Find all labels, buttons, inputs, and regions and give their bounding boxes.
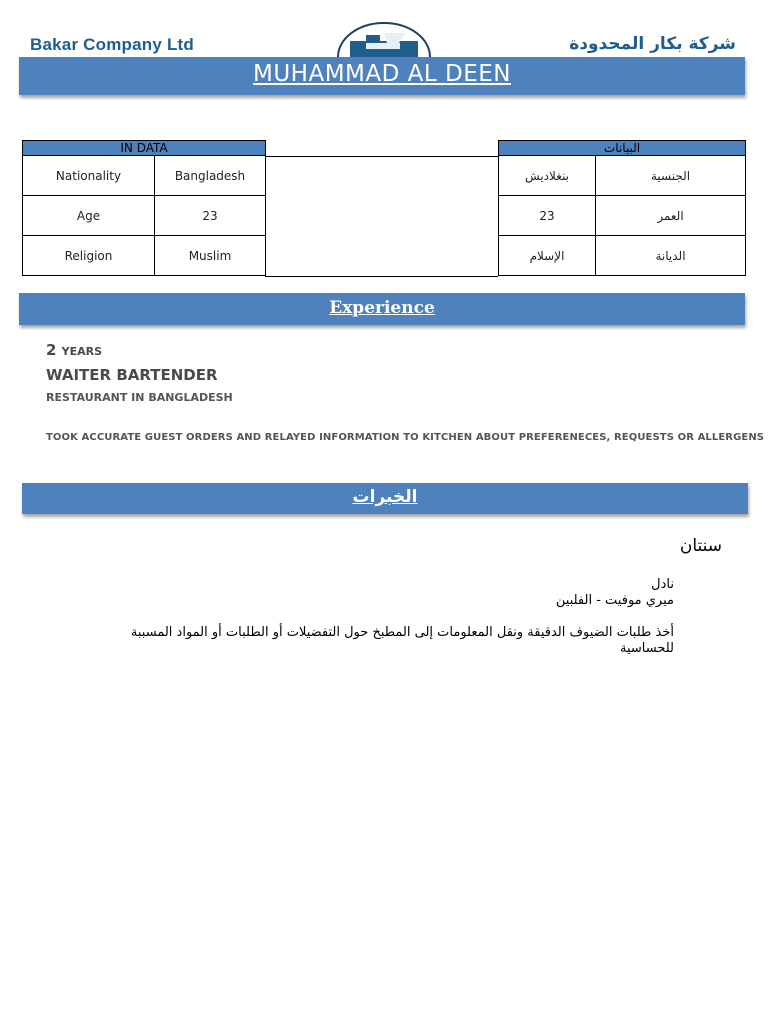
job-duty: TOOK ACCURATE GUEST ORDERS AND RELAYED INFORMATION TO KITCHEN ABOUT PREFERENECES, REQUESTS OR ALLERGENS <box>46 432 765 443</box>
nationality-value: Bangladesh <box>155 156 266 196</box>
nationality-label-ar: الجنسية <box>596 156 746 196</box>
religion-label: Religion <box>23 236 155 276</box>
info-heading-english: IN DATA <box>23 141 266 156</box>
religion-label-ar: الديانة <box>596 236 746 276</box>
age-label: Age <box>23 196 155 236</box>
job-duty-arabic: أخذ طلبات الضيوف الدقيقة ونقل المعلومات إلى المطبخ حول التفضيلات أو الطلبات أو المواد المسببة للحساسية <box>130 625 674 656</box>
job-title-arabic: نادل <box>651 577 674 592</box>
table-row <box>499 196 746 236</box>
age-label-ar: العمر <box>596 196 746 236</box>
job-title: WAITER BARTENDER <box>46 366 218 384</box>
years-unit: YEARS <box>61 345 103 358</box>
religion-value-ar: الإسلام <box>499 236 596 276</box>
religion-value: Muslim <box>155 236 266 276</box>
photo-placeholder <box>265 156 498 277</box>
company-name-arabic: شركة بكار المحدودة <box>569 34 736 54</box>
experience-heading-arabic: الخبرات <box>352 487 418 507</box>
experience-section-header <box>19 293 745 325</box>
table-row <box>499 236 746 276</box>
company-logo <box>336 21 432 61</box>
nationality-value-ar: بنغلاديش <box>499 156 596 196</box>
info-heading-arabic: البيانات <box>499 141 746 156</box>
table-row <box>499 156 746 196</box>
experience-years <box>46 341 102 359</box>
job-place: RESTAURANT IN BANGLADESH <box>46 391 233 404</box>
experience-years-arabic: سنتان <box>679 536 722 556</box>
table-row <box>23 236 266 276</box>
age-value-ar: 23 <box>499 196 596 236</box>
table-row <box>23 196 266 236</box>
info-table-english <box>22 140 266 276</box>
job-place-arabic: ميري موفيت - الفلبين <box>555 593 674 608</box>
candidate-name-banner <box>19 57 745 95</box>
nationality-label: Nationality <box>23 156 155 196</box>
table-row <box>23 156 266 196</box>
experience-section-header-arabic <box>22 483 748 514</box>
candidate-name: MUHAMMAD AL DEEN <box>253 61 511 87</box>
years-number: 2 <box>46 341 57 359</box>
experience-details-arabic <box>74 577 674 657</box>
experience-heading: Experience <box>329 298 435 318</box>
company-name-english: Bakar Company Ltd <box>30 35 194 54</box>
age-value: 23 <box>155 196 266 236</box>
info-table-arabic <box>498 140 746 276</box>
